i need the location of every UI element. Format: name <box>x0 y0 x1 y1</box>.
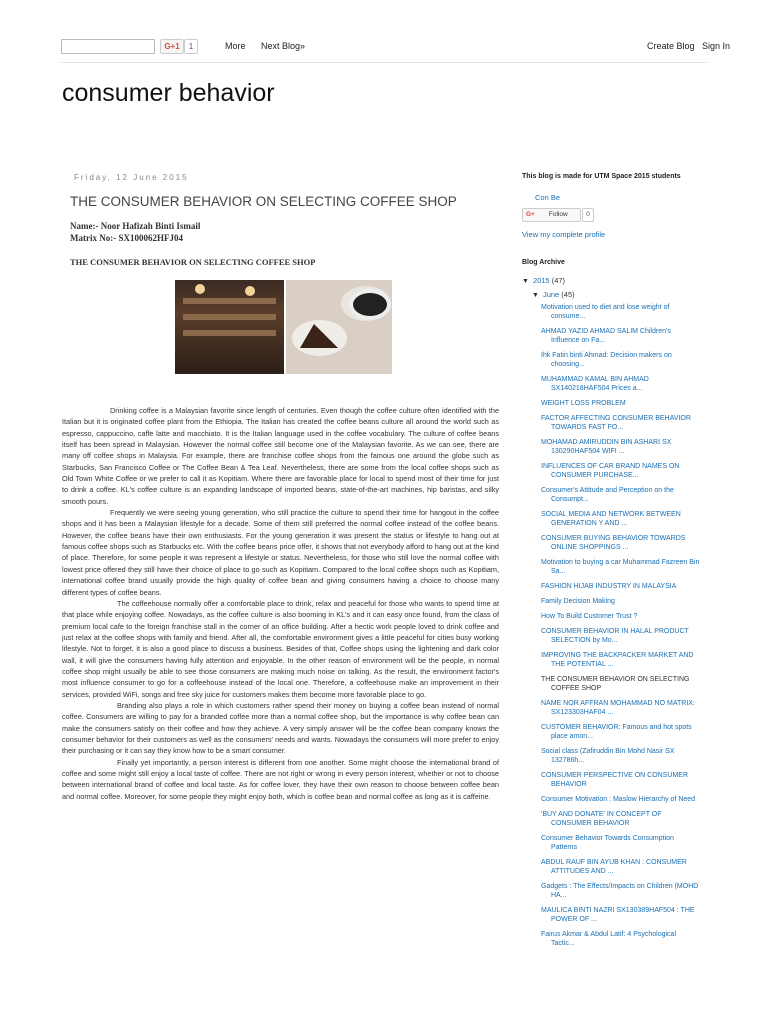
post-date: Friday, 12 June 2015 <box>74 173 189 182</box>
archive-post-link[interactable]: MAULICA BINTI NAZRI SX130389HAF504 : THE POWER OF ... <box>541 907 695 923</box>
follow-widget <box>522 208 692 222</box>
archive-post-link[interactable]: MOHAMAD AMIRUDDIN BIN ASHARI SX 130290HAF504 WIFI ... <box>541 439 672 455</box>
archive-post-link[interactable]: Ihk Fatin binti Ahmad: Decision makers on choosing... <box>541 352 672 368</box>
archive-post-link[interactable]: ABDUL RAUF BIN AYUB KHAN : CONSUMER ATTITUDES AND ... <box>541 859 687 875</box>
navbar-divider <box>61 62 707 63</box>
archive-post-link[interactable]: CONSUMER PERSPECTIVE ON CONSUMER BEHAVIOR <box>541 772 689 788</box>
archive-post-link[interactable]: Motivation used to diet and lose weight of consume... <box>541 304 670 320</box>
post-title[interactable]: THE CONSUMER BEHAVIOR ON SELECTING COFFEE SHOP <box>70 194 457 209</box>
archive-post-link[interactable]: CUSTOMER BEHAVIOR: Famous and hot spots place amon... <box>541 724 692 740</box>
coffee-shop-interior-image <box>175 280 284 374</box>
archive-month-link[interactable]: June <box>542 290 560 299</box>
archive-post-link[interactable]: How To Build Customer Trust ? <box>541 613 638 620</box>
google-plus-icon: G+ <box>526 211 535 218</box>
archive-post-link[interactable]: FACTOR AFFECTING CONSUMER BEHAVIOR TOWARDS FAST FO... <box>541 415 691 431</box>
archive-post-link[interactable]: IMPROVING THE BACKPACKER MARKET AND THE POTENTIAL ... <box>541 652 694 668</box>
archive-post-link[interactable]: Consumer's Attitude and Perception on the Consumpt... <box>541 487 674 503</box>
author-profile-link[interactable]: Con Be <box>535 193 561 202</box>
archive-year-link[interactable]: 2015 <box>532 276 550 285</box>
main-column <box>62 170 499 802</box>
archive-post-link[interactable]: THE CONSUMER BEHAVIOR ON SELECTING COFFEE SHOP <box>541 676 690 692</box>
archive-post-link[interactable]: Consumer Behavior Towards Consumption Patterns <box>541 835 674 851</box>
archive-post-link[interactable]: Gadgets : The Effects/Impacts on Children (MOHD HA... <box>541 883 699 899</box>
follow-button[interactable]: G+ Follow <box>522 208 581 222</box>
sidebar <box>522 170 700 954</box>
collapse-triangle-icon[interactable]: ▼ <box>532 292 539 299</box>
archive-year-2015[interactable] <box>522 276 692 285</box>
archive-post-link[interactable]: NAME NOR AFFRAN MOHAMMAD NO MATRIX: SX123303HAF04 ... <box>541 700 695 716</box>
google-plus-one-button[interactable]: G+1 <box>160 39 184 54</box>
archive-post-link[interactable]: Fairus Akmar & Abdul Latif: 4 Psychological Tactic... <box>541 931 677 947</box>
more-link[interactable]: More <box>225 41 246 51</box>
archive-post-link[interactable]: SOCIAL MEDIA AND NETWORK BETWEEN GENERATION Y AND ... <box>541 511 681 527</box>
post-paragraph: Finally yet importantly, a person interest is different from one another. Some might choose the international brand of coffee and some might still enjoy a local taste of coffee. There are not right or wrong in every person interest, whether or not to choose between international brand of coffee and local taste. As for coffee lover, they have their own reason to choose between coffee bean and normal coffee. Moreover, for some people they might enjoy both, which is coffee bean and normal coffee as long as it is caffeine. <box>62 757 499 801</box>
archive-post-link[interactable]: Motivation to buying a car Muhammad Fazreen Bin Sa... <box>541 559 700 575</box>
next-blog-link[interactable]: Next Blog» <box>261 41 306 51</box>
archive-post-link[interactable]: FASHION HIJAB INDUSTRY IN MALAYSIA <box>541 583 677 590</box>
blog-search-input[interactable] <box>61 39 155 54</box>
google-plus-count: 1 <box>184 39 198 54</box>
archive-post-link[interactable]: Family Decision Making <box>541 598 615 605</box>
archive-heading: Blog Archive <box>522 259 565 266</box>
follower-count: 0 <box>582 208 594 222</box>
archive-post-link[interactable]: CONSUMER BUYING BEHAVIOR TOWARDS ONLINE SHOPPINGS ... <box>541 535 686 551</box>
matrix-line: Matrix No:- SX100062HFJ04 <box>70 233 183 243</box>
collapse-triangle-icon[interactable]: ▼ <box>522 278 529 285</box>
archive-post-link[interactable]: 'BUY AND DONATE' IN CONCEPT OF CONSUMER BEHAVIOR <box>541 811 662 827</box>
sign-in-link[interactable]: Sign In <box>702 41 731 51</box>
post-paragraph: Drinking coffee is a Malaysian favorite since length of centuries. Even though the coffee culture often identified with the Italian but it is originated coffee plant from the Ethiopia. The Italian has created the coffee beans culture all around the world such as espresso, cappuccino, caffe latte and macchiato. It is the Italian language used in the coffee vocabulary. The culture of coffee beans itself has been spread in Malaysian. However the normal coffee still become one of the Malaysian favorite. As we can see, there are many off coffee shops in Malaysia. For example, there are franchise coffee shops from the famous one around the globe such as Starbucks, San Francisco Coffee or The Coffee Bean & Tea Leaf. Nevertheless, there are some from the local coffee shops such as Old Town White Coffee or we prefer to call it as Kopitiam. Where there are favorable place for local to spend most of their time for just to drink a coffee. KL's coffee culture is an expanding landscape of imported beans, state-of-the-art machines, hip baristas, and silky smooth pours. <box>62 406 499 506</box>
post-paragraph: The coffeehouse normally offer a comfortable place to drink, relax and peaceful for those who wants to spend time at that place while enjoying coffee. Nowadays, as the coffee culture is also booming in KL's and it can easy once found, from the class of premium local cafe to the foreign franchise stall in the corner of an office building. After a hectic work people loved to drink coffee and just relax at the coffee shops with family and friend. After all, the comfortable environment gives a little peaceful for cities busy working lifestyle. Not to forget, it is also a good place to discuss a business. Besides of that, Coffee shops using the lightening and dark color wall, it will give the consumers having fully attention and enjoyable. In the other reason of environment will be the people, in normal coffee shop might usually be able to see those consumers are making much noise on talking. As the result, the environment factor's most influence consumer to go for a coffeehouse instead of the local one. Therefore, a coffeehouse make an improvement in their services, provided WiFi, songs and free sky juice for customers makes them become more favorable place to go. <box>62 598 499 699</box>
archive-month-june[interactable] <box>532 290 692 299</box>
post-subtitle: THE CONSUMER BEHAVIOR ON SELECTING COFFEE SHOP <box>70 257 316 267</box>
archive-post-link[interactable]: INFLUENCES OF CAR BRAND NAMES ON CONSUMER PURCHASE... <box>541 463 680 479</box>
create-blog-link[interactable]: Create Blog <box>647 41 695 51</box>
blog-title[interactable]: consumer behavior <box>62 79 275 107</box>
post-paragraph: Frequently we were seeing young generation, who still practice the culture to spend their time for hangout in the coffee shops and it has been a Malaysian lifestyle for a decade. Some of them still preferred the normal coffee instead of the coffee beans. However, the coffee beans have their own enthusiasts. For the young generation it was present the status or lifestyle to hang out at famous coffee shops such as Starbucks etc. With the coffee beans price offer, it shows that not everybody afford to hang out at the kind of place. Therefore, for some people it was represent a lifestyle or status. Nevertheless, for those who still love the normal coffee with lowest price offered they still have their choice of place to go such as Kopitiam. Compared to the local coffee shops such as Kopitiam, international coffee brand usually provide the high quality of coffee bean and giving consumers having a choice to choose many different types of coffee beans. <box>62 508 499 597</box>
post-byline <box>62 220 499 244</box>
blog-description: This blog is made for UTM Space 2015 students <box>522 173 681 180</box>
archive-year-count: (47) <box>551 276 566 285</box>
archive-post-link[interactable]: CONSUMER BEHAVIOR IN HALAL PRODUCT SELECTION by Mo... <box>541 628 689 644</box>
author-line: Name:- Noor Hafizah Binti Ismail <box>70 221 201 231</box>
archive-post-link[interactable]: Consumer Motivation : Maslow Hierarchy of Need <box>541 796 696 803</box>
post-paragraph: Branding also plays a role in which customers rather spend their money on buying a coffee bean instead of normal coffee. Consumers are willing to pay for a branded coffee more than a normal coffee shop, but the importance is why coffee bean can make the consumers satisfy on their coffee and how they achieve. A very simply answer will be the coffee bean company knows the consumer behavior for their customers as well as the consumers' needs and wants. Nowadays the consumers will more prefer to enjoy their purchasing or it can say they know how to be a smart consumer. <box>62 700 499 756</box>
archive-post-list <box>541 303 700 948</box>
coffee-and-cake-image <box>286 280 392 374</box>
archive-post-link[interactable]: WEIGHT LOSS PROBLEM <box>541 400 626 407</box>
archive-post-link[interactable]: MUHAMMAD KAMAL BIN AHMAD SX140218HAF504 Prices a... <box>541 376 649 392</box>
complete-profile-link[interactable]: View my complete profile <box>522 230 606 239</box>
archive-month-count: (45) <box>561 290 575 299</box>
archive-post-link[interactable]: Social class (Zafiruddin Bin Mohd Nasir SX 132786h... <box>541 748 675 764</box>
coffee-shop-photo[interactable] <box>175 280 392 374</box>
archive-post-link[interactable]: AHMAD YAZID AHMAD SALIM Children's Influence on Fa... <box>541 328 671 344</box>
post-body <box>62 405 499 802</box>
